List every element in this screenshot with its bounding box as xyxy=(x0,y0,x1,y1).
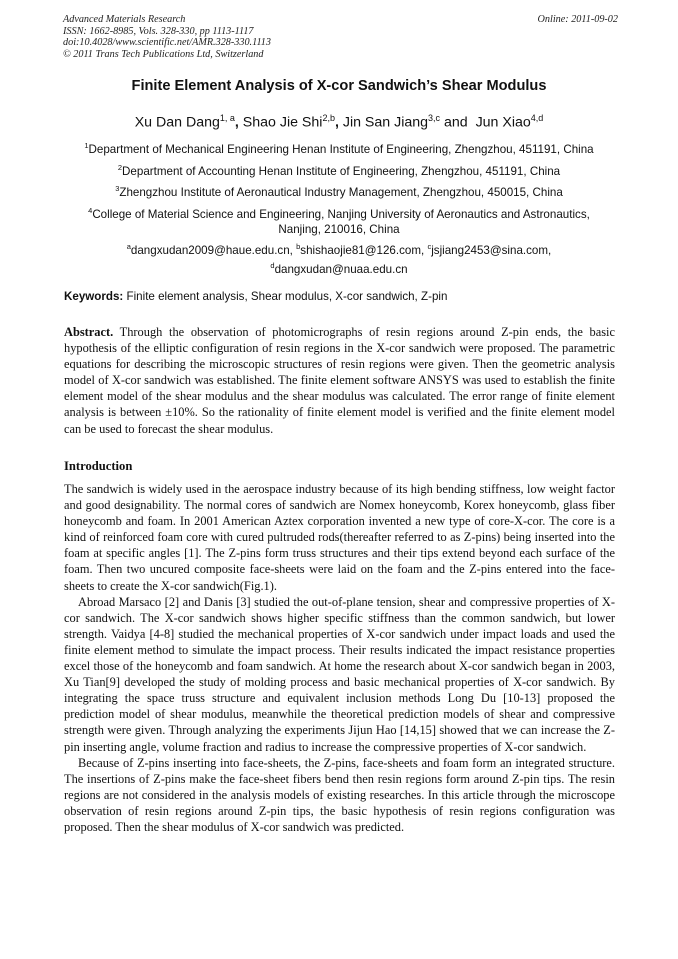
email-a: dangxudan2009@haue.edu.cn xyxy=(130,243,290,257)
journal-name: Advanced Materials Research xyxy=(63,14,186,25)
email-d: dangxudan@nuaa.edu.cn xyxy=(274,262,408,276)
author-name: Jin San Jiang xyxy=(342,114,429,131)
issn-line: ISSN: 1662-8985, Vols. 328-330, pp 1113-1117 xyxy=(63,25,254,37)
affiliation-3: $^3$Zhengzhou Institute of Aeronautical Industry Management, Zhengzhou, 450015, China xyxy=(115,184,563,199)
author-sup: 2,b xyxy=(322,113,335,123)
paper-title: Finite Element Analysis of X-cor Sandwich’s Shear Modulus xyxy=(131,78,547,94)
section-heading-introduction: Introduction xyxy=(64,459,133,473)
author-sup: 4,d xyxy=(530,113,544,123)
author-sup: 1, a xyxy=(219,113,235,123)
keywords-label: Keywords: xyxy=(64,290,124,303)
paragraph: The sandwich is widely used in the aerospace industry because of its high bending stiffness, low weight factor and good designability. The normal cores of sandwich are Nomex honeycomb, Korex honeycomb, glass fiber honeycomb and foam. In 2001 American Aztex corporation invented a new type of core-X-cor. The core is a kind of reinforced foam core with cured pultruded rods(thereafter referred to as Z-pins) being inserted into the foam at specific angles [1]. The Z-pins form truss structures and their tips extend beyond each surface of the foam. Then two uncured composite face-sheets were laid on the foam and the Z-pins entered into the face-sheets to create the X-cor sandwich(Fig.1). xyxy=(64,482,615,593)
doi-line: doi:10.4028/www.scientific.net/AMR.328-330.1113 xyxy=(63,37,271,49)
online-date: Online: 2011-09-02 xyxy=(537,14,618,25)
copyright-line: © 2011 Trans Tech Publications Ltd, Switzerland xyxy=(63,48,264,60)
affiliation-1: $^1$Department of Mechanical Engineering Henan Institute of Engineering, Zhengzhou, 451191, China xyxy=(84,141,594,156)
keywords xyxy=(64,290,624,303)
paragraph: Because of Z-pins inserting into face-sheets, the Z-pins, face-sheets and foam form an integrated structure. The insertions of Z-pins make the face-sheet fibers bend then resin regions form around Z-pin tips. The resin regions are not considered in the analysis models of existing researches. In this article through the microscope observation of resin regions around Z-pin tips, the basic hypothesis of resin regions configuration was proposed. Then the shear modulus of X-cor sandwich was predicted. xyxy=(64,755,615,834)
abstract-text: Through the observation of photomicrographs of resin regions around Z-pin ends, the basic hypothesis of the elliptic configuration of resin regions in the X-cor sandwich were proposed. The parametric equations for describing the microscopic structures of resin regions were given. Then the geometric analysis model of X-cor sandwich was established. The finite element software ANSYS was used to establish the finite element model of the shear modulus and the shear modulus was calculated. The error range of finite element analysis is between ±10%. So the rationality of finite element model is verified and the finite element model can be used to forecast the shear modulus. xyxy=(64,325,616,436)
abstract xyxy=(64,324,615,437)
author-name: Shao Jie Shi xyxy=(242,114,323,131)
keywords-text: Finite element analysis, Shear modulus, X-cor sandwich, Z-pin xyxy=(126,290,448,303)
author-name: Jun Xiao xyxy=(475,114,531,131)
email-c: jsjiang2453@sina.com xyxy=(431,243,549,257)
affiliation-2: $^2$Department of Accounting Henan Institute of Engineering, Zhengzhou, 451191, China xyxy=(117,163,561,178)
affiliation-4: $^4$College of Material Science and Engineering, Nanjing University of Aeronautics and Astronautics, Nanjing, 210016, China xyxy=(88,206,590,236)
email-list: $^a$dangxudan2009@haue.edu.cn, $^b$shishaojie81@126.com, $^c$jsjiang2453@sina.com, $^d$dangxudan@nuaa.edu.cn xyxy=(126,242,552,276)
author-sep: , xyxy=(334,114,343,131)
abstract-label: Abstract. xyxy=(64,325,114,339)
author-sup: 3,c xyxy=(428,113,441,123)
introduction-body xyxy=(64,481,615,835)
author-list xyxy=(0,113,678,131)
author-sep: and xyxy=(440,114,472,131)
email-b: shishaojie81@126.com xyxy=(300,243,421,257)
journal-header xyxy=(63,14,618,60)
author-name: Xu Dan Dang xyxy=(134,114,220,131)
author-sep: , xyxy=(234,114,243,131)
paragraph: Abroad Marsaco [2] and Danis [3] studied the out-of-plane tension, shear and compressive properties of X-cor sandwich. The X-cor sandwich shows higher specific stiffness than the common sandwich, but lower strength. Vaidya [4-8] studied the mechanical properties of X-cor sandwich under impact loads and used the finite element method to simulate the impact process. Their results indicated the impact resistance properties excel those of the honeycomb and foam sandwich. At home the research about X-cor sandwich began in 2003, Xu Tian[9] developed the study of molding process and basic mechanical properties of X-cor sandwich. By integrating the space truss structure and equivalent inclusion methods Long Du [10-13] proposed the prediction model of shear modulus, meanwhile the theoretical prediction models of shear and compressive strength were given. Through analyzing the experiments Jijun Hao [14,15] showed that we can increase the Z-pin inserting angle, volume fraction and radius to increase the compressive properties of X-cor sandwich. xyxy=(64,594,615,754)
